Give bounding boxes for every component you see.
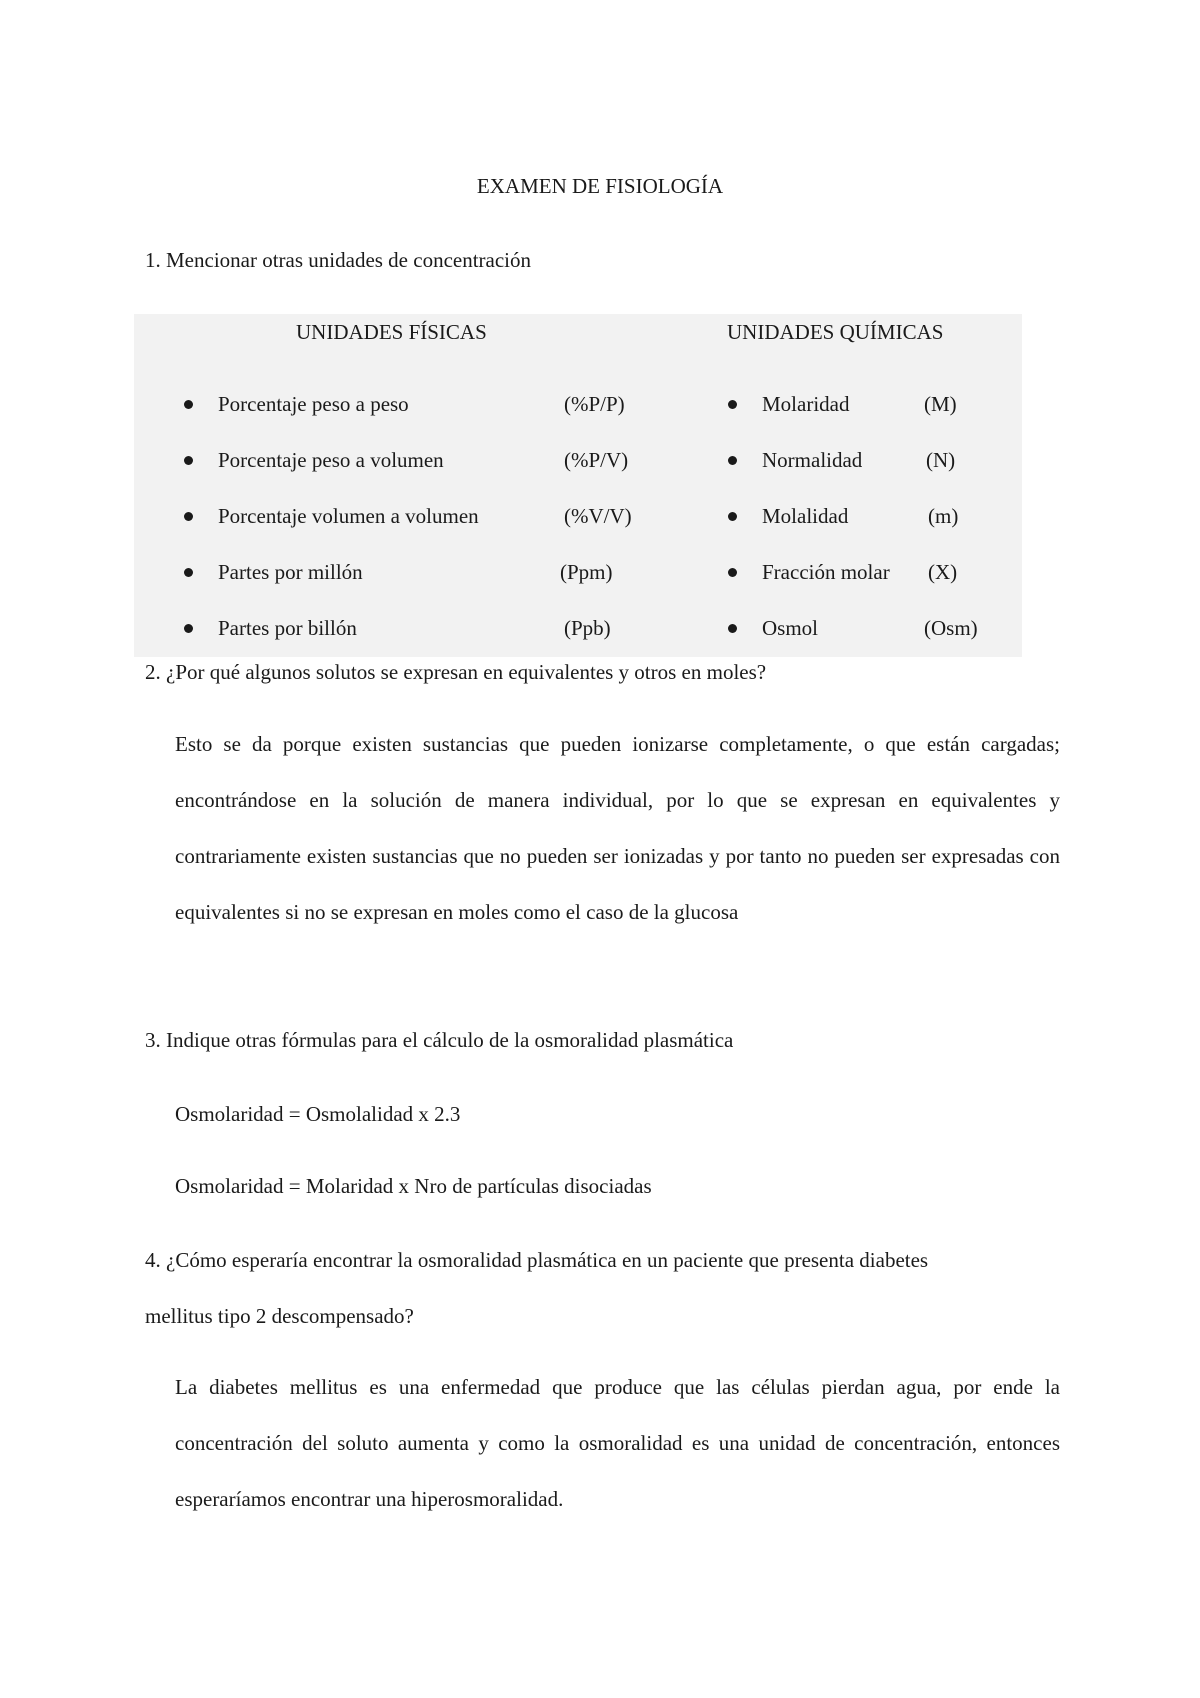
unit-name: Porcentaje peso a peso bbox=[218, 392, 409, 416]
bullet-icon bbox=[728, 568, 737, 577]
unit-symbol: (X) bbox=[928, 560, 958, 584]
bullet-icon bbox=[728, 456, 737, 465]
answer-4: La diabetes mellitus es una enfermedad que produce que las células pierdan agua, por ende la concentración del soluto aumenta y como la osmoralidad es una unidad de concentración, entonces esperaríamos encontrar una hiperosmoralidad. bbox=[175, 1375, 1060, 1511]
unit-symbol: (%P/P) bbox=[564, 392, 625, 416]
unit-symbol: (N) bbox=[926, 448, 956, 472]
units-table bbox=[134, 314, 1022, 657]
unit-symbol: (Osm) bbox=[924, 616, 978, 640]
unit-name: Porcentaje peso a volumen bbox=[218, 448, 444, 472]
formula-1: Osmolaridad = Osmolalidad x 2.3 bbox=[175, 1102, 461, 1126]
unit-symbol: (%V/V) bbox=[564, 504, 632, 528]
answer-2: Esto se da porque existen sustancias que pueden ionizarse completamente, o que están cargadas; encontrándose en la solución de manera individual, por lo que se expresan en equivalentes y contrariamente existen sustancias que no pueden ser ionizadas y por tanto no pueden ser expresadas con equivalentes si no se expresan en moles como el caso de la glucosa bbox=[175, 732, 1060, 924]
unit-name: Porcentaje volumen a volumen bbox=[218, 504, 479, 528]
bullet-icon bbox=[184, 512, 193, 521]
unit-name: Normalidad bbox=[762, 448, 863, 472]
question-4-line-2: mellitus tipo 2 descompensado? bbox=[145, 1304, 414, 1328]
unit-symbol: (Ppb) bbox=[564, 616, 611, 640]
physical-units-header: UNIDADES FÍSICAS bbox=[296, 320, 487, 344]
unit-symbol: (%P/V) bbox=[564, 448, 629, 472]
bullet-icon bbox=[728, 512, 737, 521]
bullet-icon bbox=[184, 456, 193, 465]
question-3: 3. Indique otras fórmulas para el cálculo de la osmoralidad plasmática bbox=[145, 1028, 734, 1052]
chemical-units-header: UNIDADES QUÍMICAS bbox=[727, 320, 944, 344]
unit-name: Molalidad bbox=[762, 504, 849, 528]
bullet-icon bbox=[184, 624, 193, 633]
unit-name: Fracción molar bbox=[762, 560, 890, 584]
unit-symbol: (M) bbox=[924, 392, 957, 416]
question-1: 1. Mencionar otras unidades de concentración bbox=[145, 248, 532, 272]
bullet-icon bbox=[728, 400, 737, 409]
unit-symbol: (m) bbox=[928, 504, 959, 528]
page-title: EXAMEN DE FISIOLOGÍA bbox=[476, 174, 724, 198]
bullet-icon bbox=[184, 400, 193, 409]
unit-name: Partes por millón bbox=[218, 560, 363, 584]
unit-name: Molaridad bbox=[762, 392, 850, 416]
unit-name: Partes por billón bbox=[218, 616, 357, 640]
unit-name: Osmol bbox=[762, 616, 819, 640]
formula-2: Osmolaridad = Molaridad x Nro de partículas disociadas bbox=[175, 1174, 652, 1198]
unit-symbol: (Ppm) bbox=[560, 560, 613, 584]
bullet-icon bbox=[728, 624, 737, 633]
bullet-icon bbox=[184, 568, 193, 577]
question-4-line-1: 4. ¿Cómo esperaría encontrar la osmoralidad plasmática en un paciente que presenta diabetes bbox=[145, 1248, 929, 1272]
question-2: 2. ¿Por qué algunos solutos se expresan en equivalentes y otros en moles? bbox=[145, 660, 767, 684]
